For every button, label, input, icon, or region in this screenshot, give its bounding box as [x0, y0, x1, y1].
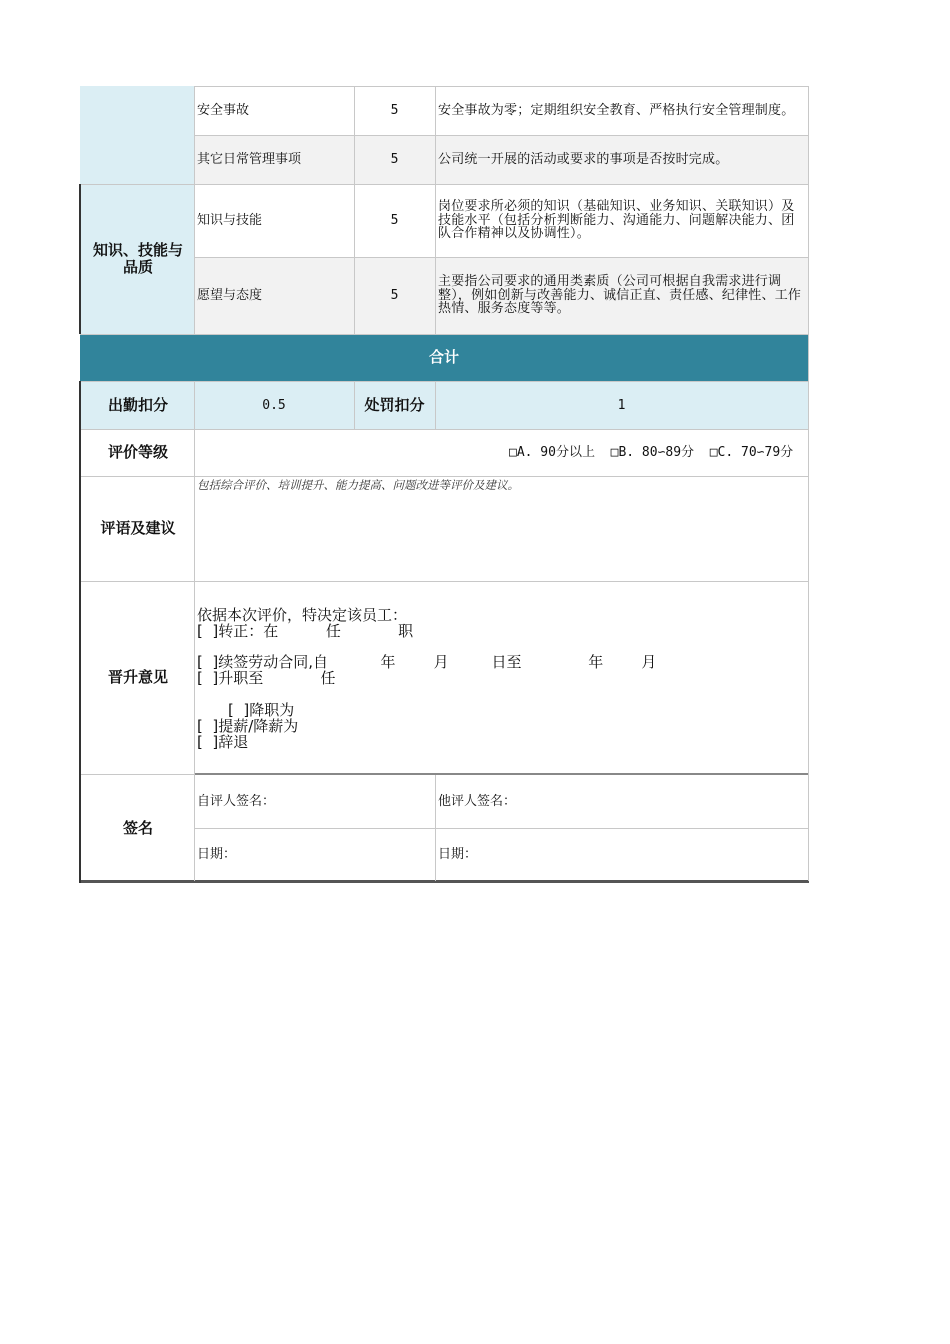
rule-left-edge [79, 184, 81, 334]
section-knowledge-label: 知识、技能与品质 [92, 241, 183, 276]
section-label-bg-top [80, 86, 194, 184]
score-safety: 5 [390, 103, 399, 118]
rule [80, 581, 808, 582]
self-date-field[interactable]: 日期： [197, 847, 237, 862]
attendance-deduction-label: 出勤扣分 [107, 395, 168, 414]
item-daily: 其它日常管理事项 [197, 152, 302, 167]
comments-hint: 包括综合评价、培训提升、能力提高、问题改进等评价及建议。 [197, 478, 519, 492]
other-signature-field[interactable]: 他评人签名： [438, 794, 517, 809]
signature-label: 签名 [122, 818, 153, 837]
item-safety: 安全事故 [197, 103, 250, 118]
penalty-deduction-value: 1 [617, 397, 626, 413]
promotion-line-1: 依据本次评价，特决定该员工： [197, 606, 408, 624]
rule-bottom [80, 880, 809, 883]
promotion-line-4: [ ]升职至 任 [197, 669, 336, 687]
rule [194, 381, 195, 881]
other-date-field[interactable]: 日期： [438, 847, 478, 862]
desc-attitude: 主要指公司要求的通用类素质（公司可根据自我需求进行调整），例如创新与改善能力、诚信正直、责任感、纪律性、工作热情、服务态度等等。 [438, 274, 802, 317]
rule [80, 381, 808, 382]
score-attitude: 5 [390, 288, 399, 303]
promotion-field[interactable] [194, 581, 808, 774]
rule-heavy [194, 773, 808, 775]
score-skills: 5 [390, 213, 399, 228]
rule [194, 86, 195, 334]
promotion-line-7: [ ]辞退 [197, 733, 249, 751]
rule [808, 86, 809, 881]
comments-label: 评语及建议 [100, 519, 176, 537]
grade-label: 评价等级 [107, 443, 168, 461]
desc-safety: 安全事故为零；定期组织安全教育、严格执行安全管理制度。 [438, 102, 795, 118]
rule [194, 86, 808, 87]
promotion-line-6: [ ]提薪/降薪为 [197, 717, 299, 735]
grade-options[interactable]: □A. 90分以上 □B. 80∽89分 □C. 70∽79分 [509, 445, 794, 460]
rule [435, 775, 436, 881]
rule [354, 381, 355, 429]
item-attitude: 愿望与态度 [197, 288, 263, 303]
rule [194, 828, 808, 829]
rule-left-edge [79, 381, 81, 883]
rule [194, 135, 808, 136]
rule [80, 334, 808, 335]
rule [80, 774, 194, 775]
score-daily: 5 [390, 152, 399, 167]
total-label: 合计 [428, 348, 459, 366]
penalty-deduction-label: 处罚扣分 [364, 395, 425, 414]
item-skills: 知识与技能 [197, 213, 263, 228]
rule [435, 381, 436, 429]
desc-skills: 岗位要求所必须的知识（基础知识、业务知识、关联知识）及技能水平（包括分析判断能力、沟通能力、问题解决能力、团队合作精神以及协调性）。 [438, 199, 795, 242]
rule [354, 86, 355, 334]
rule [435, 86, 436, 334]
promotion-line-5: [ ]降职为 [228, 701, 295, 719]
rule [194, 257, 808, 258]
promotion-line-2: [ ]转正：在 任 职 [197, 622, 414, 640]
comments-field[interactable] [194, 476, 808, 581]
promotion-label: 晋升意见 [107, 668, 168, 686]
promotion-line-3: [ ]续签劳动合同,自 年 月 日至 年 月 [197, 653, 657, 671]
desc-daily: 公司统一开展的活动或要求的事项是否按时完成。 [438, 151, 729, 167]
rule [80, 476, 808, 477]
rule [80, 184, 808, 185]
attendance-deduction-value: 0.5 [262, 397, 286, 413]
self-signature-field[interactable]: 自评人签名： [197, 794, 276, 809]
rule [80, 429, 808, 430]
